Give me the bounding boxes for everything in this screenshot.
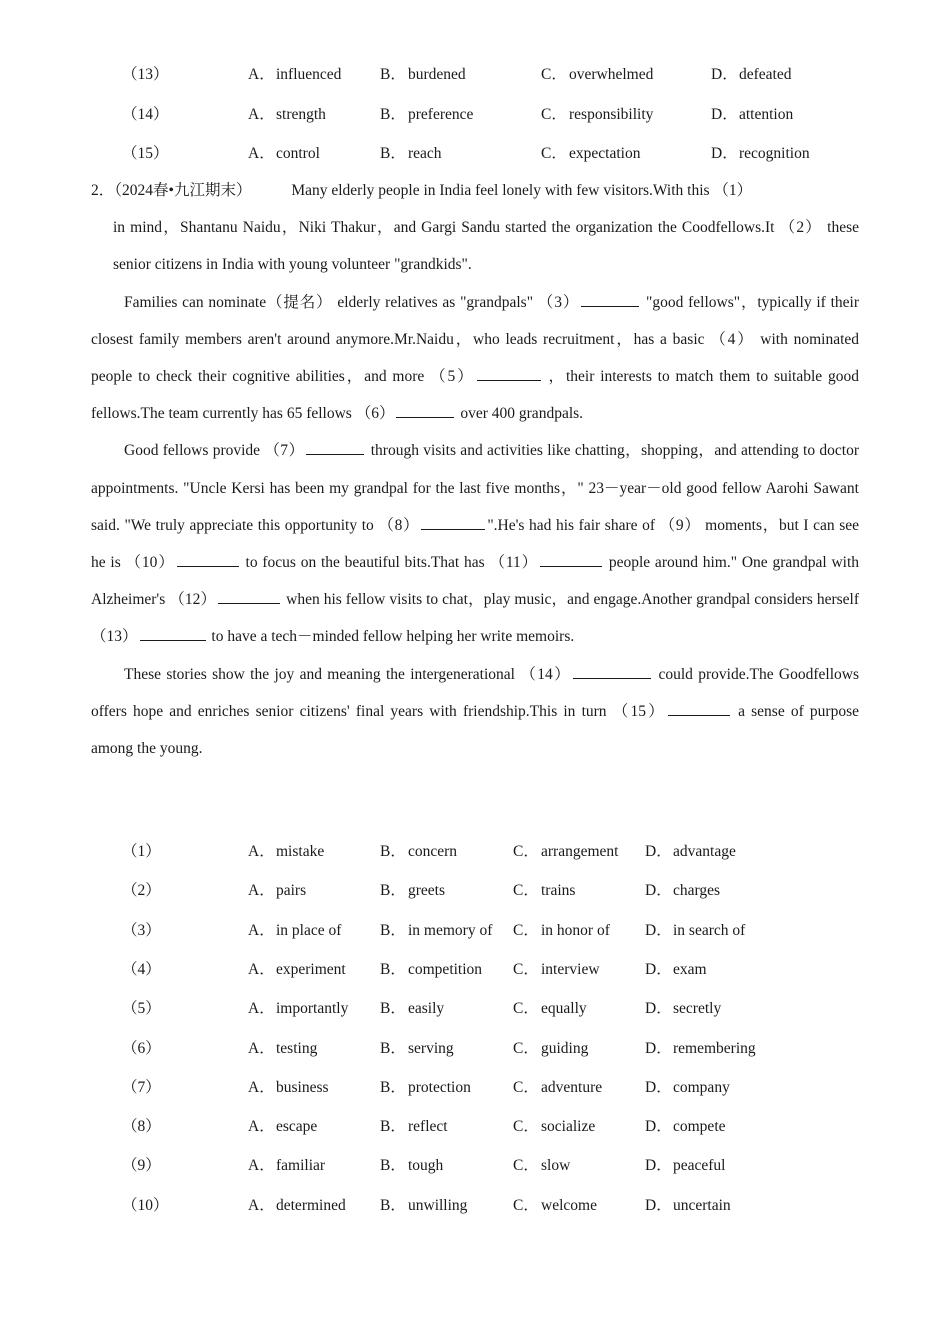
- option-text: greets: [408, 882, 446, 900]
- option-letter: C．: [513, 843, 539, 860]
- passage-paragraph-1-continued: [91, 209, 859, 283]
- option-letter: D．: [645, 1157, 672, 1175]
- option-text: advantage: [673, 843, 736, 860]
- blank-12[interactable]: [218, 589, 280, 604]
- passage-text: Many elderly people in India feel lonely with few visitors.With this: [291, 182, 710, 199]
- option-letter: C．: [513, 1118, 539, 1136]
- option-text: arrangement: [541, 843, 619, 860]
- option-letter: B．: [380, 882, 406, 900]
- option-b[interactable]: [380, 959, 482, 981]
- passage-paragraph-3: [91, 432, 859, 655]
- blank-marker-12: （12）: [169, 591, 217, 609]
- option-text: reach: [408, 145, 442, 162]
- option-text: importantly: [276, 1000, 349, 1018]
- option-a[interactable]: [248, 1155, 325, 1177]
- option-letter: B．: [380, 960, 406, 978]
- option-b[interactable]: [380, 841, 457, 863]
- option-text: overwhelmed: [569, 66, 654, 83]
- passage-text: "good fellows"，typically if their closest family members aren't around anymore.Mr.Naidu，who leads recruitment，has a basic: [91, 293, 859, 348]
- option-text: defeated: [739, 66, 792, 83]
- option-letter: D．: [645, 1118, 672, 1136]
- option-b[interactable]: [380, 104, 473, 126]
- option-letter: D．: [711, 145, 738, 162]
- passage-text: ，their interests to match them to suitable good fellows.The team currently has 65 fellows: [91, 368, 859, 423]
- option-text: secretly: [673, 1000, 722, 1018]
- option-letter: C．: [541, 66, 567, 83]
- option-text: recognition: [739, 145, 810, 162]
- option-text: peaceful: [673, 1157, 726, 1175]
- option-letter: A．: [248, 1078, 275, 1096]
- blank-3[interactable]: [581, 292, 639, 307]
- blank-5[interactable]: [477, 366, 541, 381]
- passage-text: moments，but I can see he is: [91, 516, 860, 572]
- option-letter: B．: [380, 66, 406, 83]
- option-letter: A．: [248, 1157, 275, 1175]
- option-text: burdened: [408, 66, 466, 83]
- option-letter: A．: [248, 921, 275, 939]
- option-text: unwilling: [408, 1196, 468, 1214]
- blank-7[interactable]: [306, 440, 364, 455]
- option-text: strength: [276, 106, 326, 123]
- passage-text: These stories show the joy and meaning the intergenerational: [124, 665, 515, 683]
- passage-text: people around him." One grandpal with Alzheimer's: [91, 554, 859, 609]
- option-d[interactable]: [645, 998, 721, 1020]
- blank-marker-11: （11）: [489, 554, 539, 572]
- option-letter: D．: [645, 921, 672, 939]
- option-text: influenced: [276, 66, 342, 83]
- option-letter: B．: [380, 1039, 406, 1057]
- option-text: responsibility: [569, 106, 654, 123]
- option-letter: D．: [645, 882, 672, 900]
- option-letter: D．: [645, 1000, 672, 1018]
- option-c[interactable]: [513, 998, 587, 1020]
- option-letter: A．: [248, 1118, 275, 1136]
- question-source: （2024春•九江期末）: [114, 182, 252, 199]
- option-text: pairs: [276, 882, 307, 900]
- option-a[interactable]: [248, 1077, 329, 1099]
- option-letter: A．: [248, 1000, 275, 1018]
- option-letter: D．: [711, 66, 738, 83]
- option-c[interactable]: [513, 1116, 595, 1138]
- blank-11[interactable]: [540, 552, 602, 567]
- blank-marker-6: （6）: [355, 405, 395, 423]
- option-text: interview: [541, 960, 600, 978]
- option-text: trains: [541, 882, 576, 900]
- blank-marker-10: （10）: [125, 554, 175, 572]
- option-number: （13）: [122, 66, 169, 83]
- question-number: 2．: [91, 182, 115, 199]
- blank-marker-2: （2）: [779, 219, 823, 237]
- option-number: （5）: [122, 1000, 161, 1018]
- option-letter: A．: [248, 1039, 275, 1057]
- option-text: in honor of: [541, 921, 610, 939]
- option-text: remembering: [673, 1039, 756, 1057]
- option-c[interactable]: [541, 143, 640, 165]
- blank-marker-8: （8）: [378, 516, 420, 534]
- option-letter: B．: [380, 921, 406, 939]
- blank-marker-1: （1）: [713, 182, 753, 199]
- option-text: exam: [673, 960, 707, 978]
- option-b[interactable]: [380, 880, 445, 902]
- option-text: charges: [673, 882, 721, 900]
- option-letter: B．: [380, 106, 406, 123]
- option-a[interactable]: [248, 920, 341, 942]
- option-text: concern: [408, 843, 458, 860]
- option-letter: C．: [541, 145, 567, 162]
- option-b[interactable]: [380, 143, 442, 165]
- blank-marker-14: （14）: [520, 665, 572, 683]
- option-letter: D．: [645, 960, 672, 978]
- passage-paragraph-1: [91, 172, 859, 209]
- option-letter: D．: [711, 106, 738, 123]
- option-letter: C．: [513, 1039, 539, 1057]
- option-b[interactable]: [380, 1116, 448, 1138]
- passage-text: in mind，Shantanu Naidu，Niki Thakur，and Gargi Sandu started the organization the Coodfellows.It: [113, 219, 775, 237]
- option-text: in memory of: [408, 921, 493, 939]
- blank-8[interactable]: [421, 515, 485, 530]
- passage-text: these senior citizens in India with young volunteer "grandkids".: [113, 219, 859, 274]
- option-d[interactable]: [711, 143, 810, 165]
- option-letter: A．: [248, 960, 275, 978]
- option-letter: C．: [513, 921, 539, 939]
- option-d[interactable]: [645, 1077, 730, 1099]
- option-text: tough: [408, 1157, 444, 1175]
- option-text: experiment: [276, 960, 346, 978]
- blank-marker-5: （5）: [430, 368, 475, 386]
- option-text: compete: [673, 1118, 726, 1136]
- blank-marker-3: （3）: [537, 293, 580, 311]
- option-text: in search of: [673, 921, 746, 939]
- option-number: （2）: [122, 882, 161, 900]
- option-c[interactable]: [513, 1077, 602, 1099]
- passage-text: when his fellow visits to chat，play music，and engage.Another grandpal considers herself: [286, 591, 860, 609]
- option-number: （15）: [122, 145, 169, 162]
- option-text: serving: [408, 1039, 454, 1057]
- option-number: （4）: [122, 960, 161, 978]
- option-a[interactable]: [248, 1038, 317, 1060]
- option-b[interactable]: [380, 64, 466, 86]
- option-text: testing: [276, 1039, 318, 1057]
- option-text: in place of: [276, 921, 342, 939]
- option-text: preference: [408, 106, 474, 123]
- option-text: guiding: [541, 1039, 589, 1057]
- option-number: （1）: [122, 843, 161, 860]
- option-c[interactable]: [513, 1195, 597, 1217]
- option-text: business: [276, 1078, 329, 1096]
- option-letter: C．: [513, 882, 539, 900]
- blank-13[interactable]: [140, 626, 206, 641]
- option-text: easily: [408, 1000, 445, 1018]
- option-d[interactable]: [711, 104, 793, 126]
- option-d[interactable]: [645, 1155, 726, 1177]
- blank-14[interactable]: [573, 664, 651, 679]
- option-text: expectation: [569, 145, 641, 162]
- passage-text: to have a tech－minded fellow helping her write memoirs.: [211, 628, 575, 646]
- option-a[interactable]: [248, 64, 341, 86]
- passage-text: to focus on the beautiful bits.That has: [245, 554, 485, 572]
- option-b[interactable]: [380, 1195, 467, 1217]
- passage-text: could provide.The Goodfellows offers hope and enriches senior citizens' final years with friendship.This in turn: [91, 665, 859, 720]
- option-d[interactable]: [711, 64, 792, 86]
- option-text: control: [276, 145, 320, 162]
- option-a[interactable]: [248, 880, 306, 902]
- option-letter: B．: [380, 1118, 406, 1136]
- option-text: reflect: [408, 1118, 448, 1136]
- option-number: （7）: [122, 1078, 161, 1096]
- option-letter: C．: [513, 960, 539, 978]
- option-letter: B．: [380, 1196, 406, 1214]
- option-letter: C．: [513, 1000, 539, 1018]
- blank-15[interactable]: [668, 701, 730, 716]
- option-d[interactable]: [645, 841, 736, 863]
- option-letter: A．: [248, 106, 275, 123]
- option-text: company: [673, 1078, 730, 1096]
- option-number: （8）: [122, 1118, 161, 1136]
- option-letter: B．: [380, 1078, 406, 1096]
- option-text: equally: [541, 1000, 587, 1018]
- option-d[interactable]: [645, 920, 745, 942]
- option-letter: D．: [645, 1196, 672, 1214]
- option-number: （9）: [122, 1157, 161, 1175]
- option-text: escape: [276, 1118, 318, 1136]
- option-letter: C．: [513, 1196, 539, 1214]
- passage-text: Families can nominate（提名） elderly relatives as "grandpals": [124, 293, 534, 311]
- option-c[interactable]: [513, 920, 610, 942]
- option-letter: B．: [380, 145, 406, 162]
- option-b[interactable]: [380, 998, 444, 1020]
- option-a[interactable]: [248, 998, 348, 1020]
- option-number: （3）: [122, 921, 161, 939]
- option-letter: A．: [248, 66, 275, 83]
- option-text: mistake: [276, 843, 325, 860]
- option-a[interactable]: [248, 959, 346, 981]
- option-text: uncertain: [673, 1196, 731, 1214]
- blank-marker-4: （4）: [710, 330, 755, 348]
- blank-marker-15: （15）: [612, 702, 666, 720]
- passage-text: a sense of purpose among the young.: [91, 702, 859, 758]
- option-letter: D．: [645, 1078, 672, 1096]
- option-a[interactable]: [248, 841, 324, 863]
- option-text: attention: [739, 106, 794, 123]
- option-letter: C．: [513, 1157, 539, 1175]
- option-d[interactable]: [645, 959, 707, 981]
- option-a[interactable]: [248, 104, 326, 126]
- option-text: socialize: [541, 1118, 596, 1136]
- option-text: competition: [408, 960, 483, 978]
- option-c[interactable]: [541, 104, 653, 126]
- option-d[interactable]: [645, 1038, 756, 1060]
- option-b[interactable]: [380, 1077, 471, 1099]
- option-number: （6）: [122, 1039, 161, 1057]
- passage-text: over 400 grandpals.: [460, 405, 584, 423]
- option-a[interactable]: [248, 1195, 346, 1217]
- option-letter: D．: [645, 843, 672, 860]
- passage-text: Good fellows provide: [124, 442, 261, 460]
- passage-paragraph-4: [91, 656, 859, 768]
- option-c[interactable]: [513, 1038, 588, 1060]
- passage-text: through visits and activities like chatting，shopping，and attending to doctor appointments. "Uncle Kersi has been my grandpal for the last five months，" 23－year－old good fellow Aarohi Sawant said. "We truly appreciate this opportunity to: [91, 442, 859, 534]
- option-text: protection: [408, 1078, 471, 1096]
- option-letter: B．: [380, 1157, 406, 1175]
- option-d[interactable]: [645, 880, 720, 902]
- option-text: determined: [276, 1196, 346, 1214]
- option-c[interactable]: [541, 64, 653, 86]
- option-a[interactable]: [248, 143, 320, 165]
- blank-10[interactable]: [177, 552, 239, 567]
- passage: [91, 172, 859, 767]
- option-letter: D．: [645, 1039, 672, 1057]
- blank-6[interactable]: [396, 403, 454, 418]
- option-letter: A．: [248, 1196, 275, 1214]
- option-text: adventure: [541, 1078, 603, 1096]
- option-c[interactable]: [513, 1155, 570, 1177]
- option-c[interactable]: [513, 841, 618, 863]
- option-letter: B．: [380, 843, 406, 860]
- option-number: （14）: [122, 106, 169, 123]
- option-letter: C．: [513, 1078, 539, 1096]
- blank-marker-13: （13）: [91, 628, 138, 646]
- option-letter: B．: [380, 1000, 406, 1018]
- option-text: welcome: [541, 1196, 597, 1214]
- option-a[interactable]: [248, 1116, 317, 1138]
- option-b[interactable]: [380, 1038, 454, 1060]
- option-d[interactable]: [645, 1116, 726, 1138]
- passage-paragraph-2: [91, 284, 859, 433]
- option-letter: C．: [541, 106, 567, 123]
- option-c[interactable]: [513, 880, 575, 902]
- option-b[interactable]: [380, 1155, 443, 1177]
- option-b[interactable]: [380, 920, 492, 942]
- passage-text: ".He's had his fair share of: [487, 516, 656, 534]
- option-text: familiar: [276, 1157, 326, 1175]
- option-c[interactable]: [513, 959, 600, 981]
- option-d[interactable]: [645, 1195, 731, 1217]
- blank-marker-7: （7）: [264, 442, 305, 460]
- passage-text: with nominated people to check their cognitive abilities，and more: [91, 330, 860, 386]
- option-text: slow: [541, 1157, 571, 1175]
- option-letter: A．: [248, 145, 275, 162]
- option-letter: A．: [248, 882, 275, 900]
- option-number: （10）: [122, 1196, 169, 1214]
- blank-marker-9: （9）: [659, 516, 701, 534]
- option-letter: A．: [248, 843, 275, 860]
